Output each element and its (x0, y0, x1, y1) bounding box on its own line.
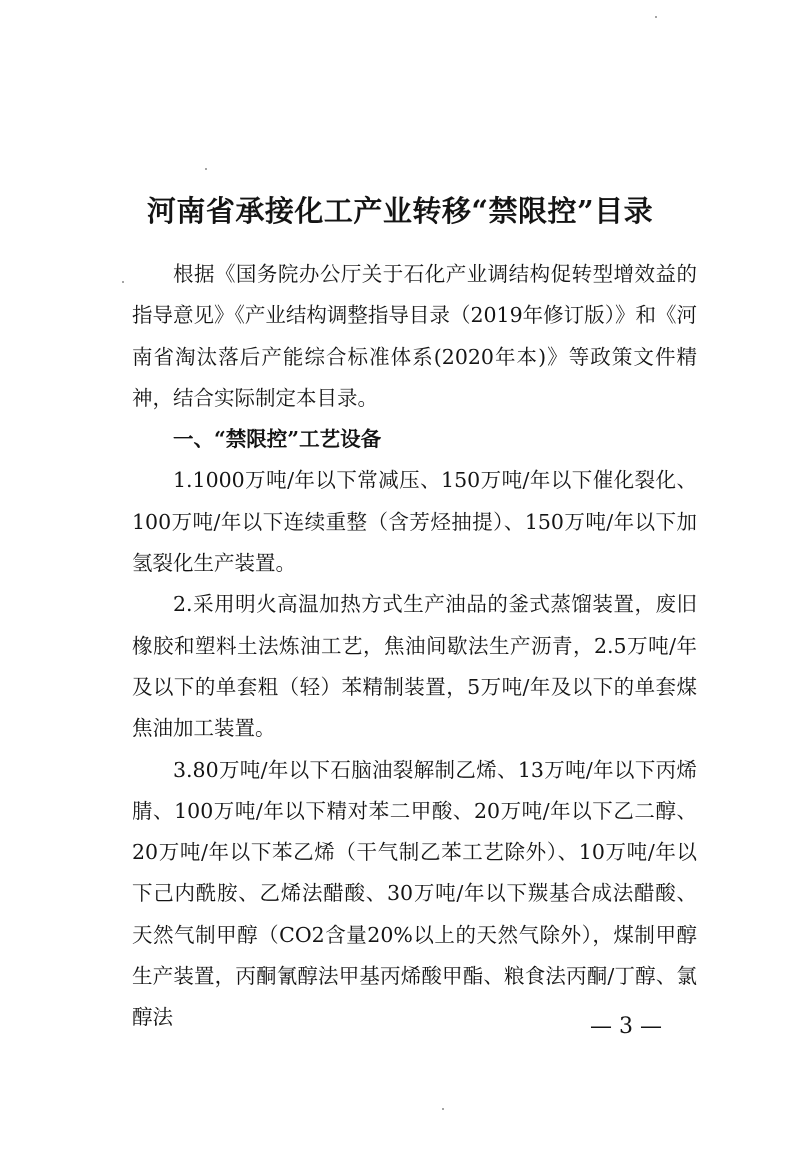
scan-speck (205, 168, 207, 170)
scan-speck (442, 1108, 444, 1110)
scan-speck (122, 281, 124, 283)
list-item-paragraph: 3.80万吨/年以下石脑油裂解制乙烯、13万吨/年以下丙烯腈、100万吨/年以下精对苯二甲酸、20万吨/年以下乙二醇、20万吨/年以下苯乙烯（干气制乙苯工艺除外）、10万吨/年以下己内酰胺、乙烯法醋酸、30万吨/年以下羰基合成法醋酸、天然气制甲醇（CO2含量20%以上的天然气除外），煤制甲醇生产装置，丙酮氰醇法甲基丙烯酸甲酯、粮食法丙酮/丁醇、氯醇法 (132, 757, 697, 1030)
section-heading: 一、“禁限控”工艺设备 (173, 427, 382, 452)
document-title: 河南省承接化工产业转移“禁限控”目录 (146, 194, 654, 229)
document-body (132, 254, 697, 1039)
list-item-paragraph: 2.采用明火高温加热方式生产油品的釜式蒸馏装置，废旧橡胶和塑料土法炼油工艺，焦油间歇法生产沥青，2.5万吨/年及以下的单套粗（轻）苯精制装置，5万吨/年及以下的单套煤焦油加工装置。 (132, 592, 697, 741)
intro-paragraph: 根据《国务院办公厅关于石化产业调结构促转型增效益的指导意见》《产业结构调整指导目录（2019年修订版）》和《河南省淘汰落后产能综合标准体系(2020年本)》等政策文件精神，结合实际制定本目录。 (132, 262, 697, 410)
scan-speck (655, 16, 657, 18)
page-number: — 3 — (590, 1014, 662, 1039)
list-item-paragraph: 1.1000万吨/年以下常减压、150万吨/年以下催化裂化、100万吨/年以下连续重整（含芳烃抽提）、150万吨/年以下加氢裂化生产装置。 (132, 468, 697, 576)
